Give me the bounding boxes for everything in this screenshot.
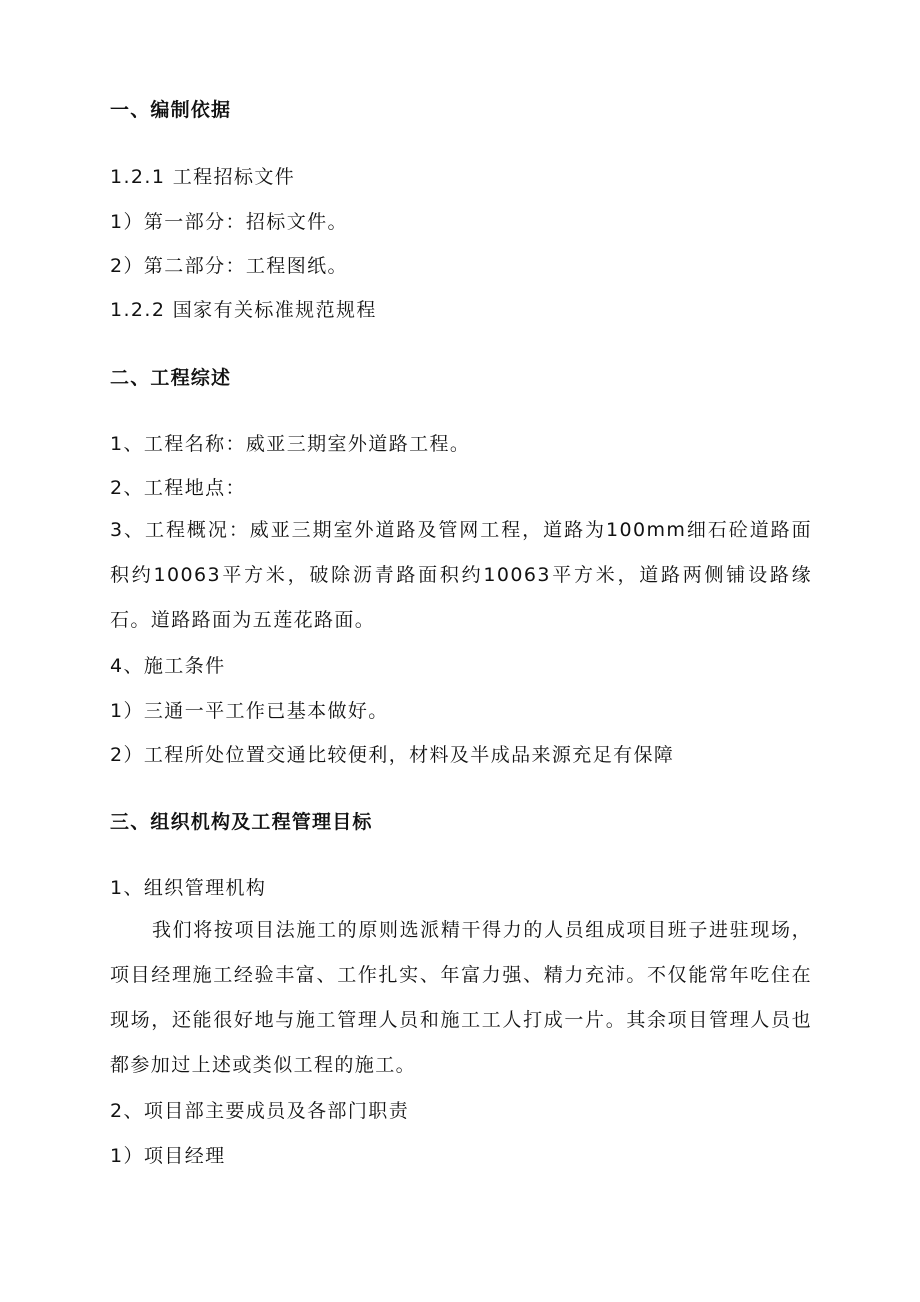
section-1-item-1: 1.2.1 工程招标文件 [110,166,296,188]
section-2-item-5: 1）三通一平工作已基本做好。 [110,700,389,722]
section-2-heading: 二、工程综述 [110,367,232,389]
section-3-heading: 三、组织机构及工程管理目标 [110,811,373,833]
section-2-item-1: 1、工程名称：威亚三期室外道路工程。 [110,433,471,455]
section-1-heading: 一、编制依据 [110,99,232,121]
section-1-item-2: 1）第一部分：招标文件。 [110,211,348,233]
section-2-item-3: 3、工程概况：威亚三期室外道路及管网工程，道路为100mm细石砼道路面积约10063平方米，破除沥青路面积约10063平方米，道路两侧铺设路缘石。道路路面为五莲花路面。 [110,519,812,631]
section-3-item-2: 2、项目部主要成员及各部门职责 [110,1100,410,1122]
section-3-item-3: 1）项目经理 [110,1145,226,1167]
section-2-item-4: 4、施工条件 [110,655,226,677]
section-2-item-6: 2）工程所处位置交通比较便利，材料及半成品来源充足有保障 [110,744,675,766]
section-3-item-1: 1、组织管理机构 [110,877,267,899]
section-1-item-4: 1.2.2 国家有关标准规范规程 [110,299,377,321]
section-1-item-3: 2）第二部分：工程图纸。 [110,255,348,277]
section-2-item-2: 2、工程地点： [110,477,246,499]
section-3-paragraph: 我们将按项目法施工的原则选派精干得力的人员组成项目班子进驻现场，项目经理施工经验丰富、工作扎实、年富力强、精力充沛。不仅能常年吃住在现场，还能很好地与施工管理人员和施工工人打成一片。其余项目管理人员也都参加过上述或类似工程的施工。 [110,919,812,1076]
